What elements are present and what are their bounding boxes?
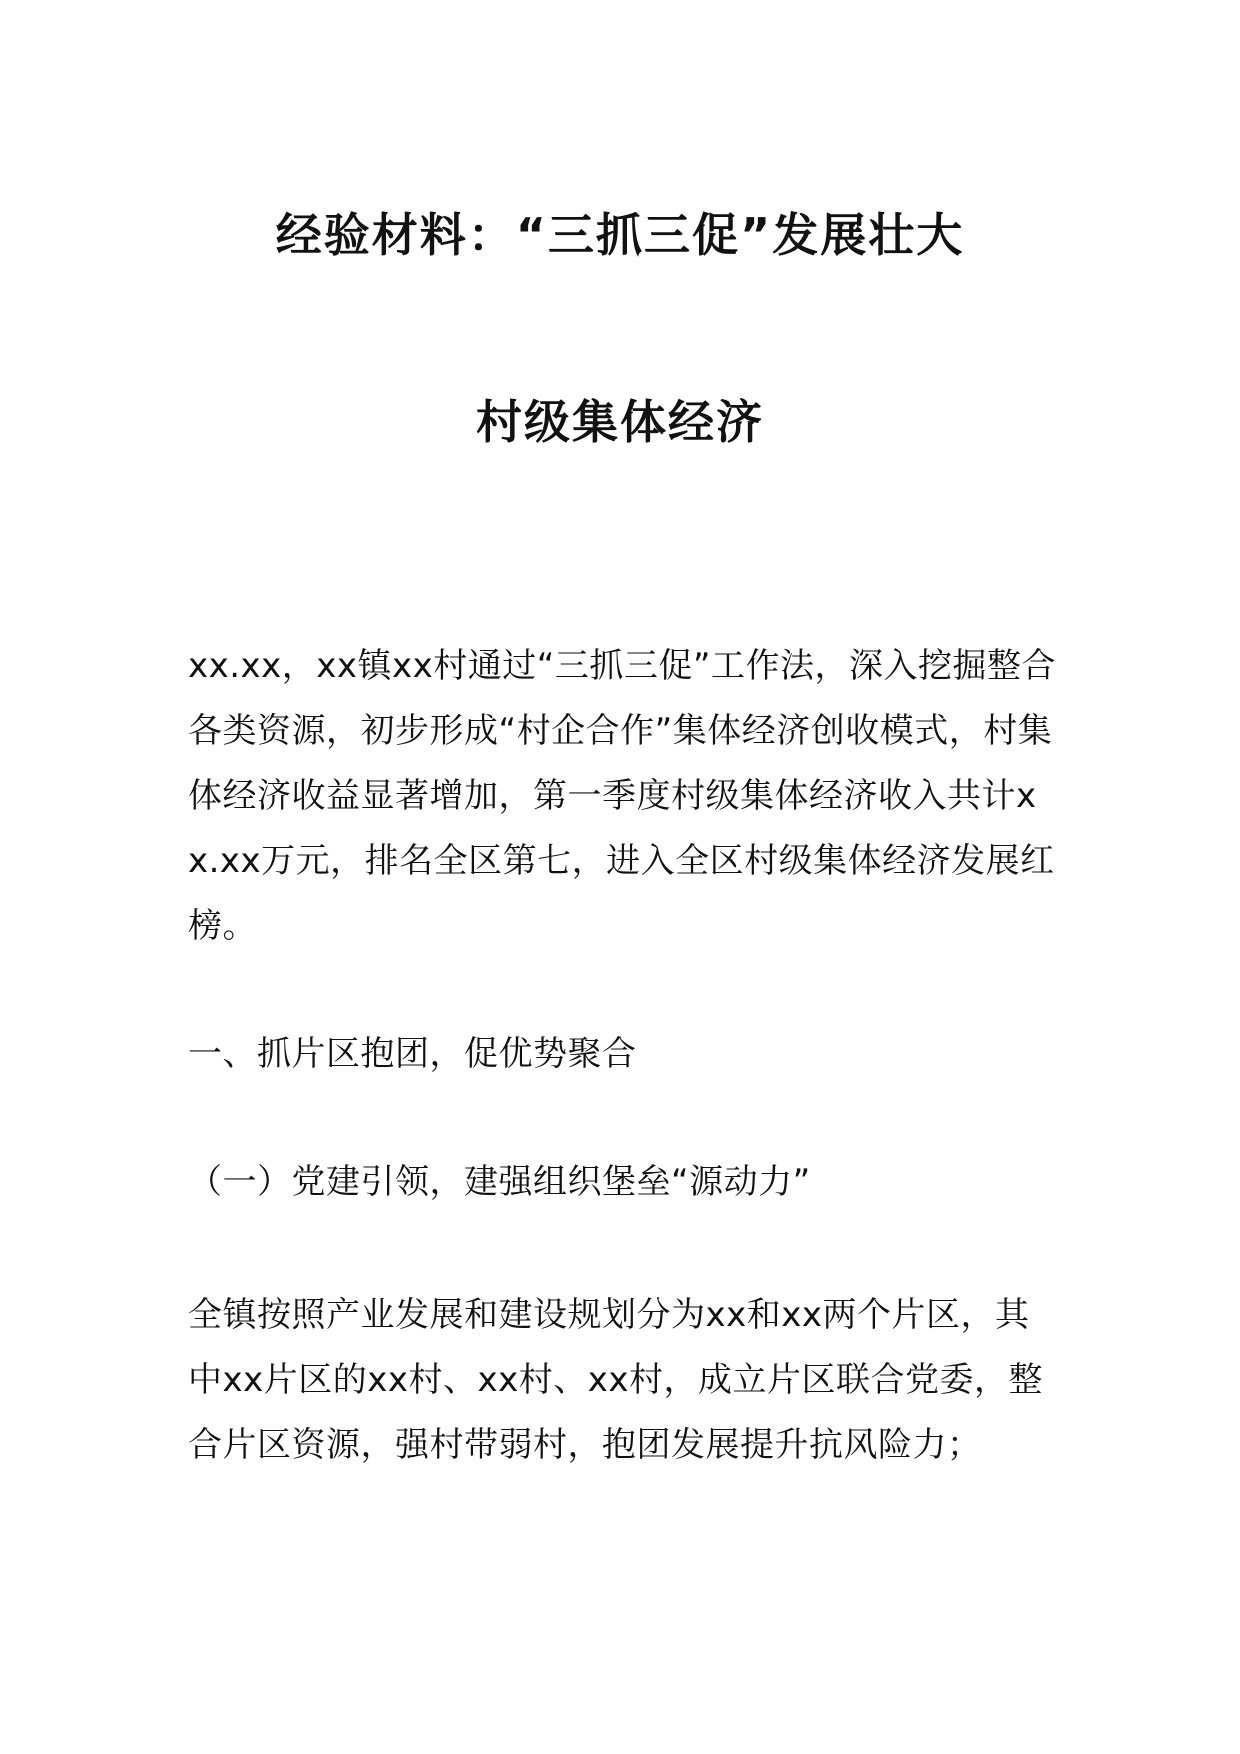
section-heading-1: 一、抓片区抱团，促优势聚合 [188,1034,637,1074]
subsection-heading-1: （一）党建引领，建强组织堡垒“源动力” [188,1162,811,1202]
body-paragraph-2: 全镇按照产业发展和建设规划分为xx和xx两个片区，其中xx片区的xx村、xx村、xx村，成立片区联合党委，整合片区资源，强村带弱村，抱团发展提升抗风险力； [188,1295,1043,1465]
document-title-line-2: 村级集体经济 [476,395,764,449]
intro-paragraph: xx.xx，xx镇xx村通过“三抓三促”工作法，深入挖掘整合各类资源，初步形成“村企合作”集体经济创收模式，村集体经济收益显著增加，第一季度村级集体经济收入共计xx.xx万元，排名全区第七，进入全区村级集体经济发展红榜。 [188,646,1057,946]
document-title-line-1: 经验材料：“三抓三促”发展壮大 [275,208,965,262]
